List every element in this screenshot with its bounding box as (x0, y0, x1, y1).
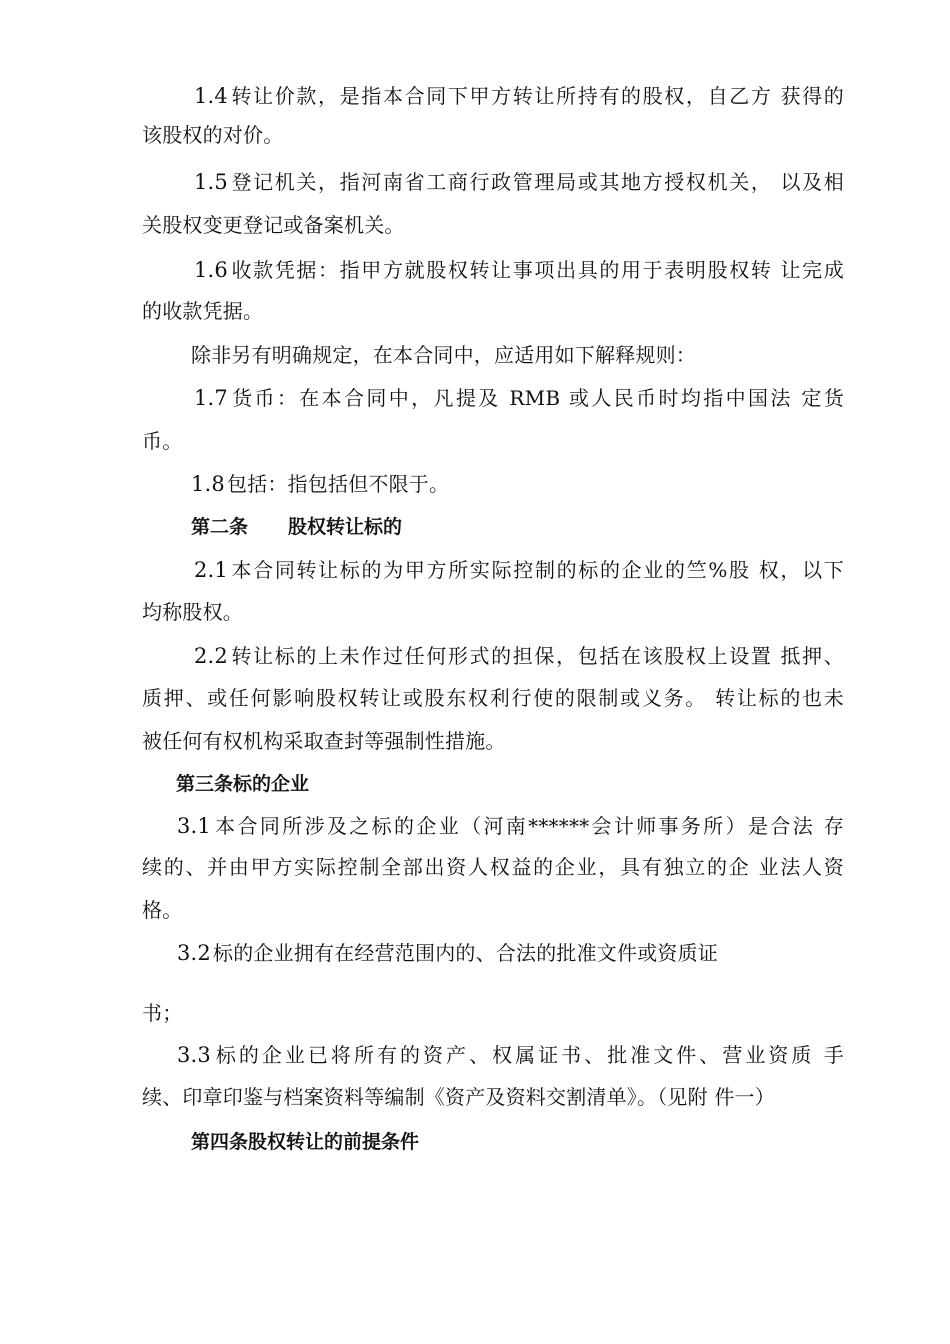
clause-2-2-line-3: 被任何有权机构采取查封等强制性措施。 (142, 729, 506, 753)
clause-3-2-line-1: 3.2 标的企业拥有在经营范围内的、合法的批准文件或资质证 (177, 941, 718, 965)
interpretation-rule: 除非另有明确规定，在本合同中，应适用如下解释规则： (191, 343, 696, 367)
clause-number: 1.5 (194, 170, 228, 194)
clause-number: 2.1 (194, 558, 228, 582)
clause-3-3-line-1: 3.3 标的企业已将所有的资产、权属证书、批准文件、营业资质 手 (177, 1043, 844, 1067)
clause-1-4-line-2: 该股权的对价。 (142, 123, 284, 147)
clause-number: 3.2 (177, 941, 211, 965)
clause-2-2-line-2: 质押、或任何影响股权转让或股东权利行使的限制或义务。 转让标的也未 (142, 686, 844, 710)
clause-2-1-line-2: 均称股权。 (142, 600, 243, 624)
article-3-heading: 第三条标的企业 (176, 773, 310, 795)
clause-1-7-line-2: 币。 (142, 429, 183, 453)
clause-1-6-line-2: 的收款凭据。 (142, 299, 264, 323)
clause-3-1-line-3: 格。 (142, 898, 183, 922)
clause-number: 3.1 (177, 814, 211, 838)
clause-2-2-line-1: 2.2 转让标的上未作过任何形式的担保，包括在该股权上设置 抵押、 (194, 644, 844, 668)
clause-1-5-line-1: 1.5 登记机关，指河南省工商行政管理局或其地方授权机关， 以及相 (194, 170, 844, 194)
clause-3-2-line-2: 书； (142, 1001, 183, 1025)
clause-number: 1.7 (194, 386, 228, 410)
clause-1-7-line-1: 1.7 货币：在本合同中，凡提及 RMB 或人民币时均指中国法 定货 (194, 386, 844, 410)
clause-1-4-line-1: 1.4 转让价款，是指本合同下甲方转让所持有的股权，自乙方 获得的 (194, 84, 844, 108)
clause-1-5-line-2: 关股权变更登记或备案机关。 (142, 213, 405, 237)
clause-2-1-line-1: 2.1 本合同转让标的为甲方所实际控制的标的企业的竺%股 权，以下 (194, 558, 844, 582)
clause-number: 1.6 (194, 258, 228, 282)
clause-1-6-line-1: 1.6 收款凭据：指甲方就股权转让事项出具的用于表明股权转 让完成 (194, 258, 844, 282)
clause-3-3-line-2: 续、印章印鉴与档案资料等编制《资产及资料交割清单》。（见附 件一） (142, 1085, 775, 1109)
clause-number: 1.8 (191, 472, 225, 496)
clause-3-1-line-2: 续的、并由甲方实际控制全部出资人权益的企业，具有独立的企 业法人资 (142, 855, 844, 879)
clause-3-1-line-1: 3.1 本合同所涉及之标的企业（河南******会计师事务所）是合法 存 (177, 814, 844, 838)
article-4-heading: 第四条股权转让的前提条件 (191, 1131, 420, 1153)
clause-number: 2.2 (194, 644, 228, 668)
article-2-heading: 第二条 股权转让标的 (191, 516, 403, 538)
clause-1-8: 1.8 包括：指包括但不限于。 (191, 472, 450, 496)
clause-number: 3.3 (177, 1043, 211, 1067)
clause-number: 1.4 (194, 84, 228, 108)
